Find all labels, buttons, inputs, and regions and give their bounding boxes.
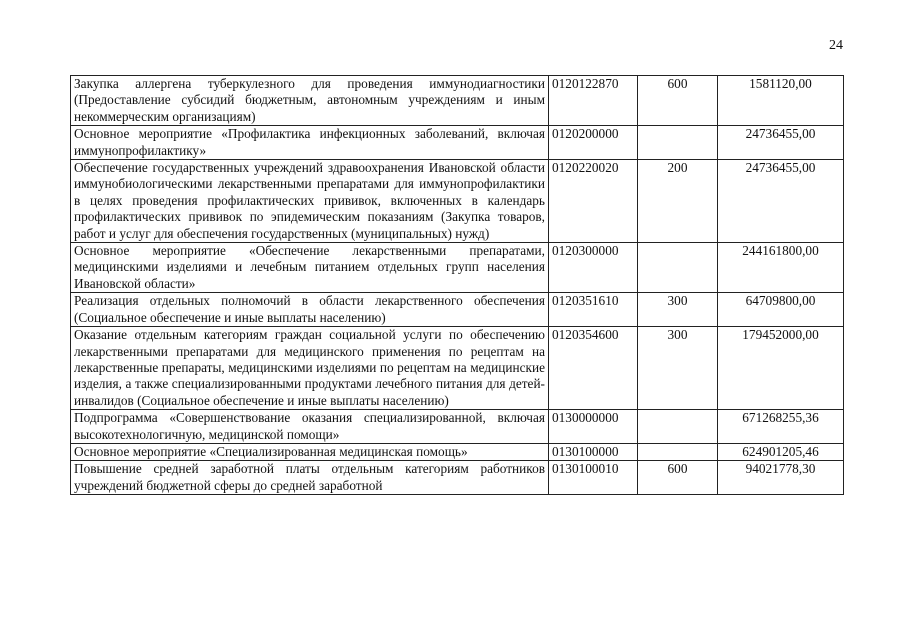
- row-expense-type: [638, 443, 718, 460]
- row-target-code: 0120351610: [549, 293, 638, 327]
- table-row: [71, 461, 844, 495]
- table-row: [71, 160, 844, 243]
- row-expense-type: 200: [638, 160, 718, 243]
- row-target-code: 0130100010: [549, 461, 638, 495]
- row-target-code: 0120122870: [549, 76, 638, 126]
- row-target-code: 0130100000: [549, 443, 638, 460]
- row-target-code: 0120300000: [549, 243, 638, 293]
- row-expense-type: 300: [638, 327, 718, 410]
- row-amount: 94021778,30: [718, 461, 844, 495]
- row-target-code: 0120354600: [549, 327, 638, 410]
- page-number: 24: [829, 38, 843, 53]
- row-description: Основное мероприятие «Обеспечение лекарственными препаратами, медицинскими изделиями и лечебным питанием отдельных групп населения Ивановской области»: [71, 243, 549, 293]
- row-description: Основное мероприятие «Специализированная медицинская помощь»: [71, 443, 549, 460]
- row-amount: 179452000,00: [718, 327, 844, 410]
- row-description: Основное мероприятие «Профилактика инфекционных заболеваний, включая иммунопрофилактику»: [71, 126, 549, 160]
- row-description: Обеспечение государственных учреждений здравоохранения Ивановской области иммунобиологическими лекарственными препаратами для иммунопрофилактики в целях проведения профилактических прививок, включенных в календарь профилактических прививок по эпидемическим показаниям (Закупка товаров, работ и услуг для обеспечения государственных (муниципальных) нужд): [71, 160, 549, 243]
- row-description: Реализация отдельных полномочий в области лекарственного обеспечения (Социальное обеспечение и иные выплаты населению): [71, 293, 549, 327]
- row-expense-type: 600: [638, 76, 718, 126]
- row-amount: 1581120,00: [718, 76, 844, 126]
- table-row: [71, 293, 844, 327]
- row-amount: 244161800,00: [718, 243, 844, 293]
- row-amount: 24736455,00: [718, 126, 844, 160]
- row-target-code: 0130000000: [549, 410, 638, 444]
- row-description: Подпрограмма «Совершенствование оказания специализированной, включая высокотехнологичную, медицинской помощи»: [71, 410, 549, 444]
- table-row: [71, 126, 844, 160]
- row-expense-type: [638, 410, 718, 444]
- table-row: [71, 327, 844, 410]
- row-expense-type: [638, 243, 718, 293]
- table-row: [71, 410, 844, 444]
- row-amount: 624901205,46: [718, 443, 844, 460]
- row-amount: 671268255,36: [718, 410, 844, 444]
- row-expense-type: 300: [638, 293, 718, 327]
- row-description: Закупка аллергена туберкулезного для проведения иммунодиагностики (Предоставление субсидий бюджетным, автономным учреждениям и иным некоммерческим организациям): [71, 76, 549, 126]
- row-amount: 64709800,00: [718, 293, 844, 327]
- row-description: Оказание отдельным категориям граждан социальной услуги по обеспечению лекарственными препаратами для медицинского применения по рецептам на лекарственные препараты, медицинскими изделиями по рецептам на медицинские изделия, а также специализированными продуктами лечебного питания для детей-инвалидов (Социальное обеспечение и иные выплаты населению): [71, 327, 549, 410]
- row-description: Повышение средней заработной платы отдельным категориям работников учреждений бюджетной сферы до средней заработной: [71, 461, 549, 495]
- row-target-code: 0120200000: [549, 126, 638, 160]
- table-row: [71, 443, 844, 460]
- row-amount: 24736455,00: [718, 160, 844, 243]
- table-row: [71, 76, 844, 126]
- row-expense-type: 600: [638, 461, 718, 495]
- budget-table: [70, 75, 844, 495]
- row-expense-type: [638, 126, 718, 160]
- row-target-code: 0120220020: [549, 160, 638, 243]
- table-row: [71, 243, 844, 293]
